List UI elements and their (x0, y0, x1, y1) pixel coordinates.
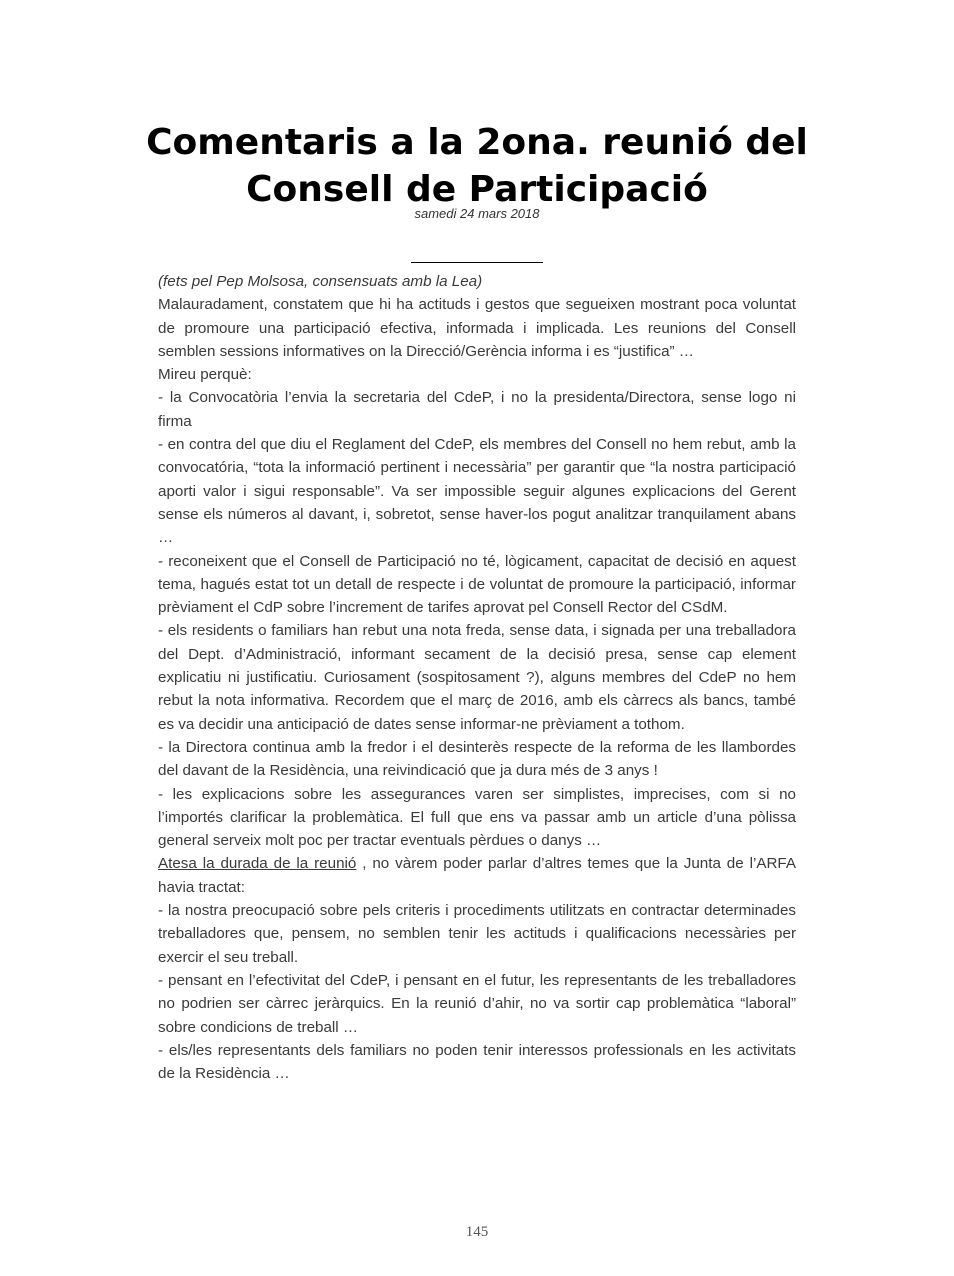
list-item: - en contra del que diu el Reglament del CdeP, els membres del Consell no hem rebut, amb la convocatória, “tota la informació pertinent i necessària” per garantir que “la nostra participació aporti valor i sigui responsable”. Va ser impossible seguir algunes explicacions del Gerent sense els números al davant, i, sobretot, sense haver-los pogut analitzar tranquilament abans … (158, 436, 796, 547)
list-item: - les explicacions sobre les assegurances varen ser simplistes, imprecises, com si no l’importés clarificar la problemàtica. El full que ens va passar amb un article d’una pòlissa general serveix molt poc per tractar eventuals pèrdues o danys … (158, 785, 796, 850)
page-number: 145 (465, 1224, 489, 1240)
intro-note: (fets pel Pep Molsosa, consensuats amb la Lea) (158, 273, 483, 290)
paragraph: Mireu perquè: (158, 366, 252, 384)
durada-text: , no vàrem poder parlar d’altres temes que la Junta de l’ARFA havia tractat: (158, 855, 796, 896)
durada-link[interactable]: Atesa la durada de la reunió (158, 855, 357, 873)
list-item: - pensant en l’efectivitat del CdeP, i pensant en el futur, les representants de les treballadores no podrien ser càrrec jeràrquics. En la reunió d’ahir, no va sortir cap problemàtica “laboral” sobre condicions de treball … (158, 971, 796, 1036)
paragraph: Malauradament, constatem que hi ha actituds i gestos que segueixen mostrant poca voluntat de promoure una participació efectiva, informada i implicada. Les reunions del Consell semblen sessions informatives on la Direcció/Gerència informa i es “justifica” … (158, 296, 796, 360)
list-item: - la Convocatòria l’envia la secretaria del CdeP, i no la presidenta/Directora, sense logo ni firma (158, 389, 796, 430)
list-item: - la nostra preocupació sobre pels criteris i procediments utilitzats en contractar determinades treballadores que, pensem, no semblen tenir les actituds i qualificacions necessàries per exercir el seu treball. (158, 902, 796, 966)
paragraph (158, 852, 796, 899)
list-item: - reconeixent que el Consell de Participació no té, lògicament, capacitat de decisió en aquest tema, hagués estat tot un detall de respecte i de voluntat de promoure la participació, informar prèviament el CdP sobre l’increment de tarifes aprovat pel Consell Rector del CSdM. (158, 552, 796, 617)
title-divider (411, 262, 543, 263)
list-item: - la Directora continua amb la fredor i el desinterès respecte de la reforma de les llambordes del davant de la Residència, una reivindicació que ja dura més de 3 anys ! (158, 738, 796, 780)
article-body (158, 270, 796, 1085)
article-title: Comentaris a la 2ona. reunió del Consell de Participació (146, 122, 808, 210)
article-date: samedi 24 mars 2018 (414, 206, 540, 221)
list-item: - els/les representants dels familiars no poden tenir interessos professionals en les activitats de la Residència … (158, 1041, 796, 1083)
list-item: - els residents o familiars han rebut una nota freda, sense data, i signada per una treballadora del Dept. d’Administració, informant secament de la decisió presa, sense cap element explicatiu ni justificatiu. Curiosament (sospitosament ?), alguns membres del CdeP no hem rebut la nota informativa. Recordem que el març de 2016, amb els càrrecs als bancs, també es va decidir una anticipació de dates sense informar-ne prèviament a tothom. (158, 622, 796, 733)
